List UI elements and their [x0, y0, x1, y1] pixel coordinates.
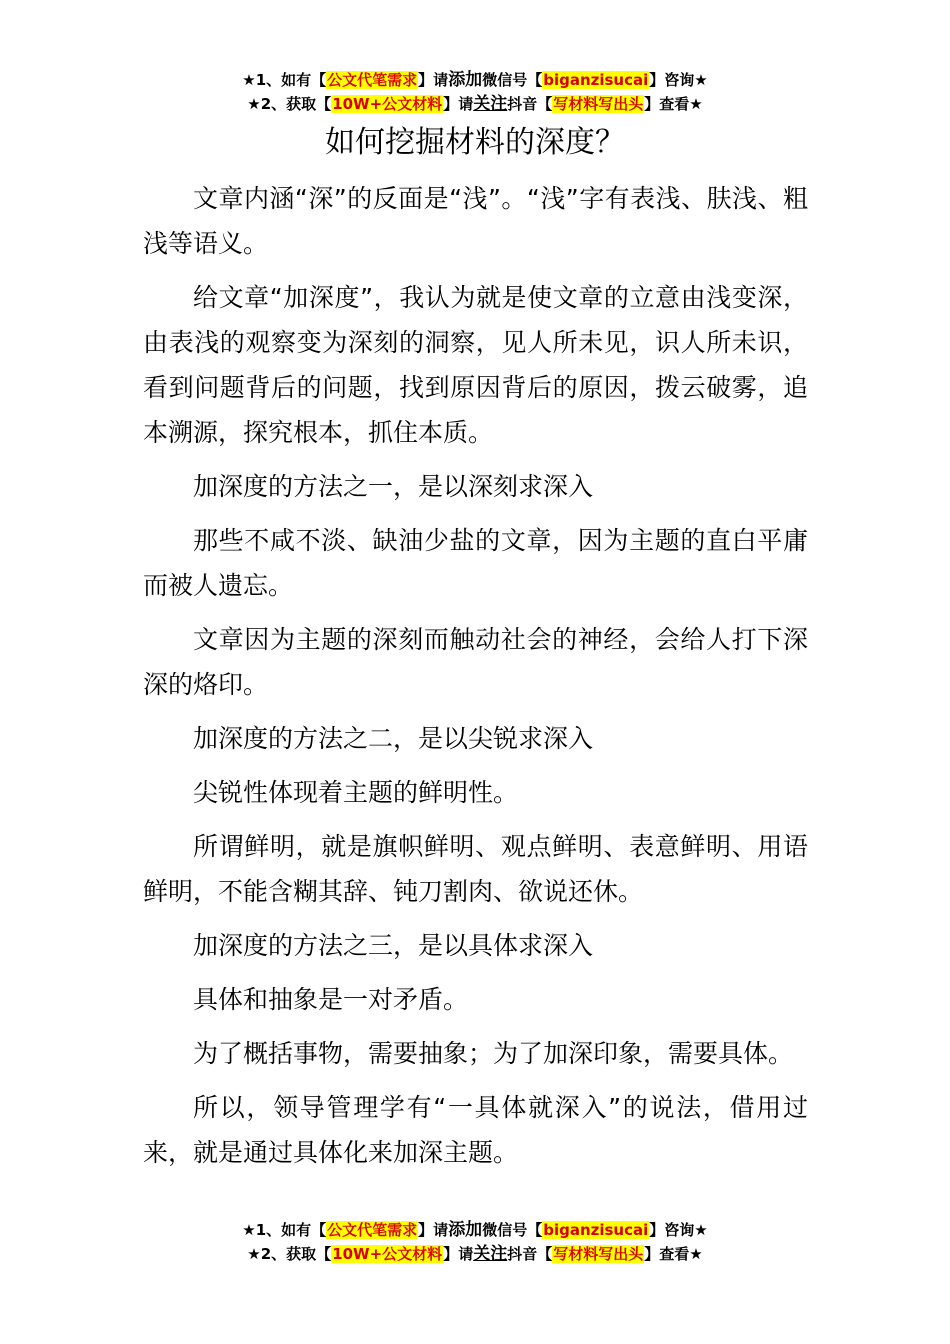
banner-highlight: 公文代笔需求 — [327, 71, 418, 89]
banner-text: 抖音【 — [507, 95, 553, 113]
paragraph: 尖锐性体现着主题的鲜明性。 — [193, 778, 519, 807]
header-banner — [0, 68, 950, 116]
section-heading: 加深度的方法之三，是以具体求深入 — [193, 931, 594, 960]
banner-text: 】请 — [418, 1221, 449, 1239]
paragraph: 为了概括事物，需要抽象；为了加深印象，需要具体。 — [193, 1039, 794, 1068]
banner-highlight: 公文代笔需求 — [327, 1221, 418, 1239]
banner-text: 】咨询★ — [649, 1221, 708, 1239]
paragraph: 那些不咸不淡、缺油少盐的文章，因为主题的直白平庸而被人遗忘。 — [143, 526, 808, 600]
banner-text: ★1、如有【 — [242, 1221, 327, 1239]
section-heading: 加深度的方法之一，是以深刻求深入 — [193, 472, 594, 501]
paragraph: 具体和抽象是一对矛盾。 — [193, 985, 469, 1014]
banner-text: ★1、如有【 — [242, 71, 327, 89]
document-body — [143, 176, 808, 1184]
banner-text: 】查看★ — [644, 1245, 703, 1263]
banner-text: 】查看★ — [644, 95, 703, 113]
banner-text: 微信号【 — [482, 71, 543, 89]
banner-text: 】请 — [443, 1245, 474, 1263]
paragraph: 所谓鲜明，就是旗帜鲜明、观点鲜明、表意鲜明、用语鲜明，不能含糊其辞、钝刀割肉、欲说还休。 — [143, 832, 808, 906]
banner-highlight: 10W+公文材料 — [332, 1245, 443, 1263]
banner-emphasis: 添加 — [448, 70, 483, 90]
banner-line-2 — [0, 1242, 950, 1266]
banner-text: 抖音【 — [507, 1245, 553, 1263]
banner-douyin-id: 写材料写出头 — [553, 1245, 644, 1263]
paragraph: 文章因为主题的深刻而触动社会的神经，会给人打下深深的烙印。 — [143, 625, 808, 699]
banner-highlight: 10W+公文材料 — [332, 95, 443, 113]
banner-line-1 — [0, 68, 950, 92]
paragraph: 给文章“加深度”，我认为就是使文章的立意由浅变深，由表浅的观察变为深刻的洞察，见人所未见，识人所未识，看到问题背后的问题，找到原因背后的原因，拨云破雾，追本溯源，探究根本，抓住本质。 — [143, 283, 808, 447]
banner-emphasis: 添加 — [448, 1220, 483, 1240]
paragraph: 所以，领导管理学有“一具体就深入”的说法，借用过来，就是通过具体化来加深主题。 — [143, 1093, 808, 1167]
banner-emphasis: 关注 — [473, 1244, 508, 1264]
document-title: 如何挖掘材料的深度？ — [325, 125, 625, 160]
paragraph: 文章内涵“深”的反面是“浅”。“浅”字有表浅、肤浅、粗浅等语义。 — [143, 184, 808, 258]
banner-text: 】请 — [418, 71, 449, 89]
footer-banner — [0, 1218, 950, 1266]
banner-line-1 — [0, 1218, 950, 1242]
section-heading: 加深度的方法之二，是以尖锐求深入 — [193, 724, 594, 753]
banner-text: ★2、获取【 — [247, 95, 332, 113]
banner-emphasis: 关注 — [473, 94, 508, 114]
banner-douyin-id: 写材料写出头 — [553, 95, 644, 113]
banner-text: 微信号【 — [482, 1221, 543, 1239]
banner-wechat-id: biganzisucai — [543, 1221, 649, 1239]
banner-text: 】咨询★ — [649, 71, 708, 89]
banner-text: 】请 — [443, 95, 474, 113]
banner-line-2 — [0, 92, 950, 116]
banner-text: ★2、获取【 — [247, 1245, 332, 1263]
banner-wechat-id: biganzisucai — [543, 71, 649, 89]
